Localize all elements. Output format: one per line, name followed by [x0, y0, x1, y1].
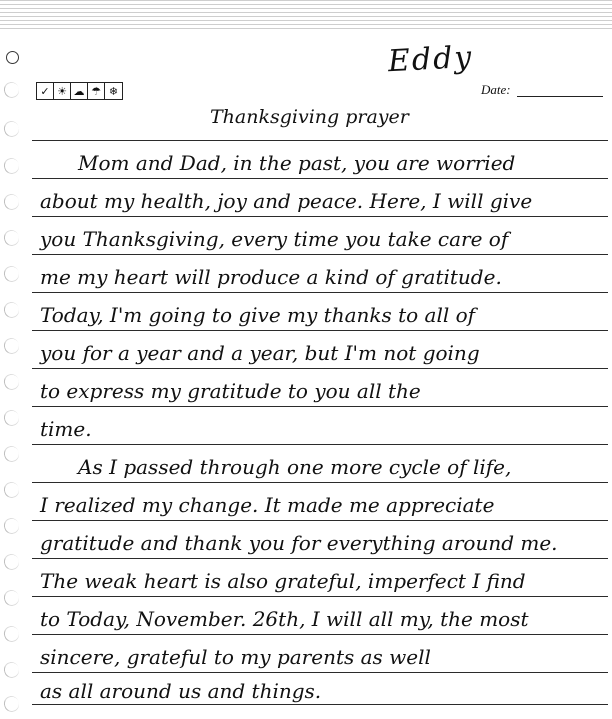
handwritten-line: as all around us and things. — [40, 679, 322, 703]
binding-hole — [2, 119, 21, 139]
date-line — [517, 96, 603, 97]
ruled-line — [32, 558, 608, 559]
cloud-icon: ☁ — [71, 83, 88, 99]
top-ruled-margin — [0, 0, 612, 30]
sun-icon: ☀ — [54, 83, 71, 99]
binding-hole — [2, 660, 21, 680]
binding-hole — [2, 552, 21, 572]
binding-hole — [2, 80, 21, 100]
ruled-line — [32, 254, 608, 255]
weather-checkbox-strip — [36, 82, 123, 100]
handwritten-line: sincere, grateful to my parents as well — [40, 645, 431, 669]
ruled-line — [32, 292, 608, 293]
ruled-line — [32, 406, 608, 407]
binding-hole — [2, 228, 21, 248]
binding-hole — [2, 444, 21, 464]
handwritten-line: about my health, joy and peace. Here, I will give — [40, 189, 533, 213]
handwritten-line: Today, I'm going to give my thanks to all of — [40, 303, 476, 327]
snow-icon: ❄ — [108, 84, 119, 98]
check-icon: ✓ — [37, 83, 54, 99]
binding-hole — [2, 624, 21, 644]
handwritten-line: Mom and Dad, in the past, you are worried — [78, 151, 516, 175]
binding-hole — [2, 694, 21, 714]
binding-hole — [2, 480, 21, 500]
binding-hole — [2, 516, 21, 536]
handwritten-line: you for a year and a year, but I'm not going — [40, 341, 480, 365]
author-name: Eddy — [387, 39, 475, 80]
ruled-line — [32, 216, 608, 217]
handwritten-line: to express my gratitude to you all the — [40, 379, 421, 403]
page-title: Thanksgiving prayer — [210, 106, 409, 128]
date-label: Date: — [481, 82, 511, 97]
handwritten-line: gratitude and thank you for everything around me. — [40, 531, 558, 555]
ruled-line — [32, 178, 608, 179]
umbrella-icon: ☂ — [88, 83, 105, 99]
binding-hole — [2, 372, 21, 392]
ruled-line — [32, 672, 608, 673]
binding-hole — [2, 336, 21, 356]
ruled-line — [32, 520, 608, 521]
ruled-line — [32, 140, 608, 141]
binding-holes — [0, 0, 24, 719]
binding-hole — [2, 588, 21, 608]
ruled-line — [32, 634, 608, 635]
binding-hole — [2, 192, 21, 212]
handwritten-line: As I passed through one more cycle of life, — [78, 455, 512, 479]
handwritten-line: The weak heart is also grateful, imperfect I find — [40, 569, 526, 593]
handwritten-line: I realized my change. It made me appreciate — [40, 493, 495, 517]
ruled-line — [32, 368, 608, 369]
binding-hole — [6, 51, 19, 64]
handwritten-line: you Thanksgiving, every time you take care of — [40, 227, 509, 251]
binding-hole — [2, 408, 21, 428]
ruled-line — [32, 482, 608, 483]
handwritten-line: me my heart will produce a kind of gratitude. — [40, 265, 502, 289]
ruled-line — [32, 596, 608, 597]
handwritten-line: to Today, November. 26th, I will all my, the most — [40, 607, 529, 631]
ruled-line — [32, 444, 608, 445]
ruled-line — [32, 704, 608, 705]
handwritten-line: time. — [40, 417, 92, 441]
binding-hole — [2, 156, 21, 176]
binding-hole — [2, 300, 21, 320]
ruled-line — [32, 330, 608, 331]
binding-hole — [2, 264, 21, 284]
